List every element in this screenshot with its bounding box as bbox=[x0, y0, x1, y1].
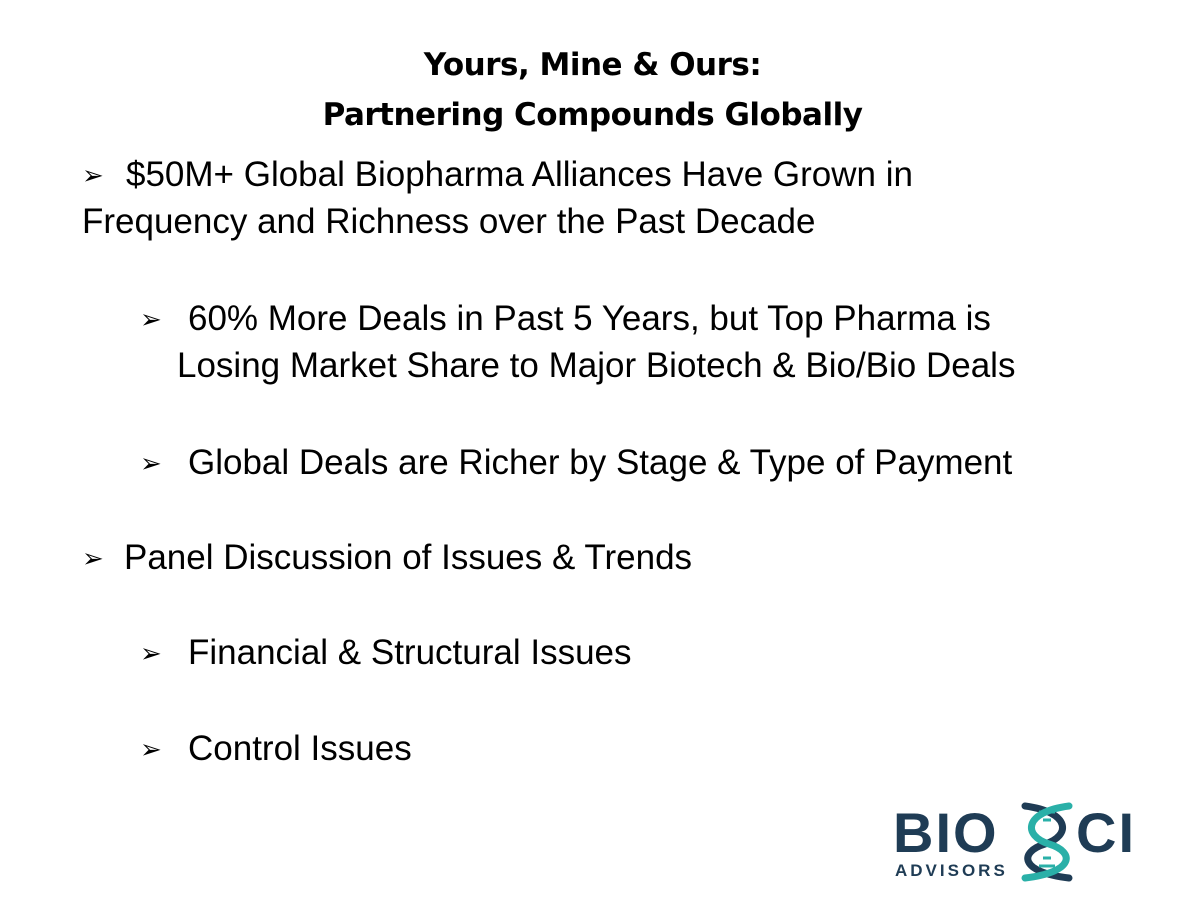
bullet-text: 60% More Deals in Past 5 Years, but Top Pharma is bbox=[188, 299, 991, 338]
bullet-panel-discussion bbox=[82, 535, 692, 582]
dna-helix-icon bbox=[1025, 806, 1069, 878]
arrow-bullet-icon: ➢ bbox=[82, 544, 104, 574]
arrow-bullet-icon: ➢ bbox=[140, 735, 162, 765]
bullet-text-continued: Losing Market Share to Major Biotech & Bio/Bio Deals bbox=[177, 346, 1016, 385]
bullet-text: Panel Discussion of Issues & Trends bbox=[124, 538, 693, 577]
bullet-text-continued: Frequency and Richness over the Past Decade bbox=[82, 202, 816, 241]
title-line-2: Partnering Compounds Globally bbox=[322, 97, 863, 133]
logo-wordmark-right: CI bbox=[1076, 801, 1136, 864]
bullet-text: Financial & Structural Issues bbox=[188, 633, 632, 672]
arrow-bullet-icon: ➢ bbox=[140, 639, 162, 669]
arrow-bullet-icon: ➢ bbox=[140, 305, 162, 335]
bullet-text: Global Deals are Richer by Stage & Type of Payment bbox=[188, 443, 1013, 482]
biosci-advisors-logo bbox=[893, 800, 1163, 882]
arrow-bullet-icon: ➢ bbox=[82, 161, 104, 191]
sub-bullet-control-issues bbox=[140, 726, 412, 773]
logo-tagline: ADVISORS bbox=[895, 861, 1008, 880]
slide-title bbox=[0, 40, 1185, 140]
title-line-1: Yours, Mine & Ours: bbox=[423, 47, 762, 83]
sub-bullet-more-deals bbox=[140, 296, 1015, 389]
bullet-text: $50M+ Global Biopharma Alliances Have Grown in bbox=[126, 155, 913, 194]
bullet-text: Control Issues bbox=[188, 729, 412, 768]
logo-wordmark-left: BIO bbox=[893, 801, 999, 864]
bullet-alliances-growth bbox=[82, 152, 913, 245]
sub-bullet-richer-deals bbox=[140, 440, 1012, 487]
sub-bullet-financial-issues bbox=[140, 630, 632, 677]
arrow-bullet-icon: ➢ bbox=[140, 449, 162, 479]
